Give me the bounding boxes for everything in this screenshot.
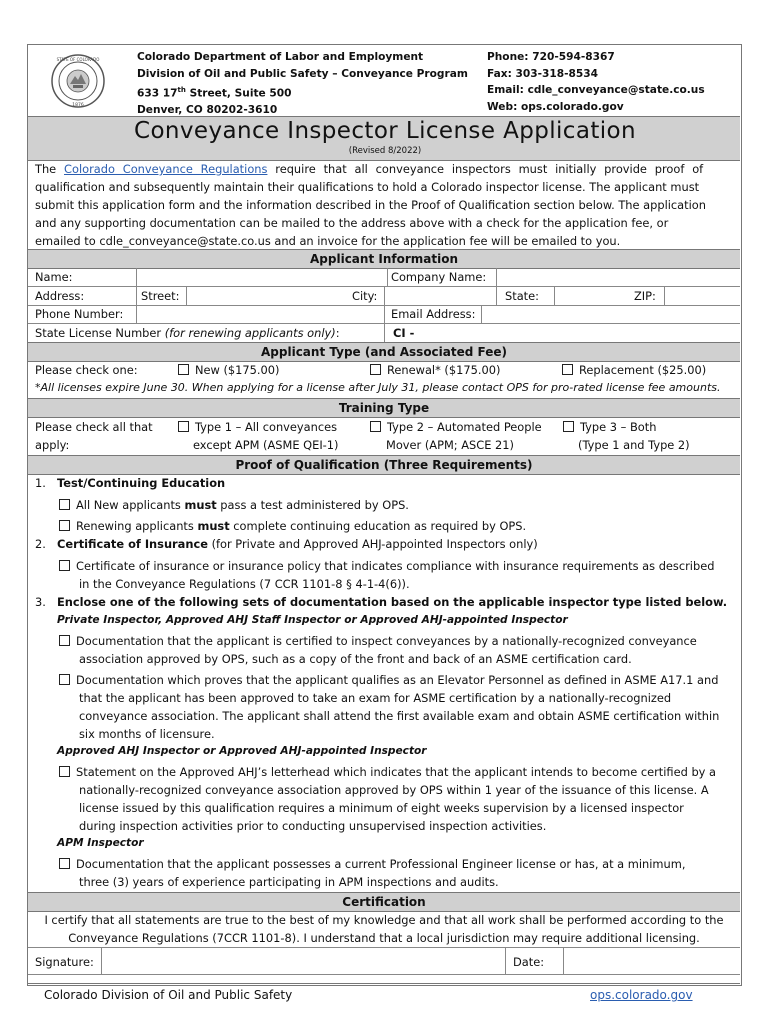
req3-elevator-personnel[interactable]: [59, 671, 718, 689]
req1-new-applicants[interactable]: [59, 496, 409, 514]
col-divider: [554, 287, 555, 305]
item-text: complete continuing education as required by OPS.: [229, 519, 527, 533]
item-text: Documentation which proves that the applicant qualifies as an Elevator Personnel as defined in ASME A17.1 and: [76, 673, 719, 687]
req3-ahj-letterhead[interactable]: [59, 763, 716, 781]
item-text: All New applicants: [76, 498, 185, 512]
address-label: Address:: [35, 289, 85, 303]
item-text: nationally-recognized conveyance association approved by OPS within 1 year of the issuance of this license. A: [79, 783, 709, 797]
requirement-number: 3.: [35, 595, 46, 609]
item-text: during inspection activities prior to conducting unsupervised inspection activities.: [79, 819, 547, 833]
svg-text:1876: 1876: [72, 103, 84, 108]
svg-text:STATE OF COLORADO: STATE OF COLORADO: [56, 57, 100, 62]
option-label: Type 1 – All conveyances: [195, 420, 338, 434]
option-label: (Type 1 and Type 2): [578, 438, 690, 452]
requirement-number: 2.: [35, 537, 46, 551]
req3-apm-engineer[interactable]: [59, 855, 685, 873]
expiry-note: *All licenses expire June 30. When applying for a license after July 31, please contact OPS for pro-rated license fee amounts.: [35, 381, 721, 394]
col-divider: [496, 268, 497, 305]
item-text: in the Conveyance Regulations (7 CCR 1101-8 § 4-1-4(6)).: [79, 577, 410, 591]
checkbox[interactable]: [59, 560, 70, 571]
checkbox[interactable]: [59, 858, 70, 869]
requirement-title: Enclose one of the following sets of documentation based on the applicable inspector type listed below.: [57, 595, 728, 609]
intro-paragraph: [35, 160, 735, 250]
certification-text: Conveyance Regulations (7CCR 1101-8). I understand that a local jurisdiction may require additional licensing.: [68, 931, 700, 945]
col-divider: [481, 306, 482, 323]
checkbox[interactable]: [178, 421, 189, 432]
req2-insurance[interactable]: [59, 557, 714, 575]
checkbox[interactable]: [178, 364, 189, 375]
option-renewal[interactable]: [370, 361, 500, 379]
agency-contact: [487, 49, 705, 115]
col-divider: [505, 948, 506, 974]
requirement-title: [57, 535, 538, 553]
row-divider: [28, 947, 740, 948]
applicant-info-heading: Applicant Information: [28, 249, 740, 269]
street-field[interactable]: [188, 288, 348, 304]
req1-renewing-applicants[interactable]: [59, 517, 526, 535]
item-emphasis: must: [184, 498, 217, 512]
page-title: Conveyance Inspector License Application: [134, 118, 636, 144]
street-label: Street:: [141, 289, 180, 303]
option-label: New ($175.00): [195, 363, 280, 377]
phone-label: Phone Number:: [35, 307, 124, 321]
company-field[interactable]: [498, 269, 738, 285]
regulations-link[interactable]: Colorado Conveyance Regulations: [64, 162, 268, 176]
checkbox[interactable]: [59, 635, 70, 646]
agency-line: 633 17th Street, Suite 500: [137, 86, 292, 100]
option-new[interactable]: [178, 361, 279, 379]
training-type-3[interactable]: [563, 418, 656, 436]
col-divider: [101, 948, 102, 974]
req3-asme-certified[interactable]: [59, 632, 697, 650]
checkbox[interactable]: [370, 364, 381, 375]
option-label: Replacement ($25.00): [579, 363, 707, 377]
date-label: Date:: [513, 955, 545, 969]
license-label-hint: (for renewing applicants only): [164, 326, 336, 340]
date-field[interactable]: [565, 949, 738, 973]
certification-heading: Certification: [28, 892, 740, 912]
item-text: Documentation that the applicant is certified to inspect conveyances by a nationally-recognized conveyance: [76, 634, 697, 648]
subsection-title: Approved AHJ Inspector or Approved AHJ-appointed Inspector: [57, 745, 427, 757]
license-label-text: State License Number: [35, 326, 165, 340]
contact-line: Fax: 303-318-8534: [487, 67, 599, 80]
item-text: conveyance association. The applicant shall attend the first available exam and obtain ASME certification within: [79, 709, 720, 723]
contact-line: Web: ops.colorado.gov: [487, 100, 624, 113]
contact-line: Phone: 720-594-8367: [487, 51, 615, 63]
certification-text: I certify that all statements are true to the best of my knowledge and that all work shall be performed according to the: [44, 913, 724, 927]
intro-text: require that all conveyance inspectors must initially provide proof of: [267, 162, 704, 176]
check-one-label: Please check one:: [35, 363, 138, 377]
intro-lead: The: [35, 162, 65, 176]
email-label: Email Address:: [391, 307, 476, 321]
subsection-title: APM Inspector: [57, 837, 144, 849]
phone-field[interactable]: [138, 306, 383, 322]
item-text: license issued by this qualification requires a minimum of eight weeks supervision by a licensed inspector: [79, 801, 684, 815]
item-text: Renewing applicants: [76, 519, 198, 533]
check-all-label: apply:: [35, 438, 70, 452]
name-label: Name:: [35, 270, 73, 284]
row-divider: [28, 974, 740, 975]
company-label: Company Name:: [391, 270, 487, 284]
checkbox[interactable]: [562, 364, 573, 375]
option-label: Type 3 – Both: [580, 420, 657, 434]
email-field[interactable]: [483, 306, 738, 322]
subsection-title: Private Inspector, Approved AHJ Staff Inspector or Approved AHJ-appointed Inspector: [57, 614, 568, 626]
requirement-number: 1.: [35, 476, 46, 490]
contact-line: Email: cdle_conveyance@state.co.us: [487, 84, 705, 96]
intro-text: qualification and subsequently maintain their qualifications to hold a Colorado inspector license. The applicant must: [35, 180, 700, 194]
license-number-field[interactable]: [420, 325, 738, 341]
item-text: Certificate of insurance or insurance policy that indicates compliance with insurance requirements as described: [76, 559, 715, 573]
check-all-label: Please check all that: [35, 420, 153, 434]
training-type-heading: Training Type: [28, 398, 740, 418]
item-text: three (3) years of experience participating in APM inspections and audits.: [79, 875, 499, 889]
signature-label: Signature:: [35, 955, 94, 969]
checkbox[interactable]: [59, 520, 70, 531]
option-replacement[interactable]: [562, 361, 706, 379]
item-text: pass a test administered by OPS.: [216, 498, 409, 512]
col-divider: [186, 287, 187, 305]
checkbox[interactable]: [370, 421, 381, 432]
option-label: except APM (ASME QEI-1): [193, 438, 339, 452]
intro-text: emailed to cdle_conveyance@state.co.us and an invoice for the application fee will be emailed to you.: [35, 234, 621, 248]
zip-label: ZIP:: [634, 289, 656, 303]
agency-line: Colorado Department of Labor and Employment: [137, 51, 424, 63]
name-field[interactable]: [138, 269, 383, 285]
footer-rule: [27, 983, 740, 984]
checkbox[interactable]: [59, 766, 70, 777]
agency-address: [137, 49, 468, 119]
applicant-type-heading: Applicant Type (and Associated Fee): [28, 342, 740, 362]
license-number-label: [35, 324, 340, 342]
checkbox[interactable]: [59, 499, 70, 510]
intro-text: and any supporting documentation can be mailed to the address above with a check for the application fee, or: [35, 216, 669, 230]
item-text: association approved by OPS, such as a copy of the front and back of an ASME certification card.: [79, 652, 632, 666]
item-text: Documentation that the applicant possesses a current Professional Engineer license or has, at a minimum,: [76, 857, 686, 871]
col-divider: [563, 948, 564, 974]
state-label: State:: [505, 289, 539, 303]
revised-date: (Revised 8/2022): [348, 146, 422, 156]
intro-text: submit this application form and the information described in the Proof of Qualification section below. The application: [35, 198, 706, 212]
option-label: Renewal* ($175.00): [387, 363, 501, 377]
checkbox[interactable]: [59, 674, 70, 685]
footer-division: Colorado Division of Oil and Public Safety: [44, 988, 293, 1002]
license-prefix: CI -: [393, 326, 415, 340]
col-divider: [664, 287, 665, 305]
option-label: Mover (APM; ASCE 21): [386, 438, 514, 452]
city-label: City:: [352, 289, 378, 303]
option-label: Type 2 – Automated People: [387, 420, 542, 434]
item-text: six months of licensure.: [79, 727, 215, 741]
agency-line: Division of Oil and Public Safety – Conveyance Program: [137, 67, 468, 80]
footer-website-link[interactable]: ops.colorado.gov: [590, 988, 693, 1002]
col-divider: [384, 287, 385, 342]
col-divider: [136, 268, 137, 305]
col-divider: [387, 268, 388, 286]
item-emphasis: must: [197, 519, 230, 533]
proof-heading: Proof of Qualification (Three Requirements): [28, 455, 740, 475]
col-divider: [136, 306, 137, 323]
colorado-seal-icon: [50, 50, 106, 112]
requirement-note: (for Private and Approved AHJ-appointed Inspectors only): [207, 537, 538, 551]
training-type-2[interactable]: [370, 418, 542, 436]
requirement-title-text: Certificate of Insurance: [57, 537, 208, 551]
agency-line: Denver, CO 80202-3610: [137, 104, 278, 117]
requirement-title: Test/Continuing Education: [57, 476, 226, 490]
item-text: Statement on the Approved AHJ’s letterhead which indicates that the applicant intends to become certified by a: [76, 765, 717, 779]
zip-field[interactable]: [666, 288, 738, 304]
checkbox[interactable]: [563, 421, 574, 432]
city-field[interactable]: [386, 288, 494, 304]
training-type-1[interactable]: [178, 418, 337, 436]
item-text: that the applicant has been approved to take an exam for ASME certification by a nationally-recognized: [79, 691, 672, 705]
state-field[interactable]: [556, 288, 626, 304]
license-label-colon: :: [335, 326, 340, 340]
signature-field[interactable]: [103, 949, 503, 973]
